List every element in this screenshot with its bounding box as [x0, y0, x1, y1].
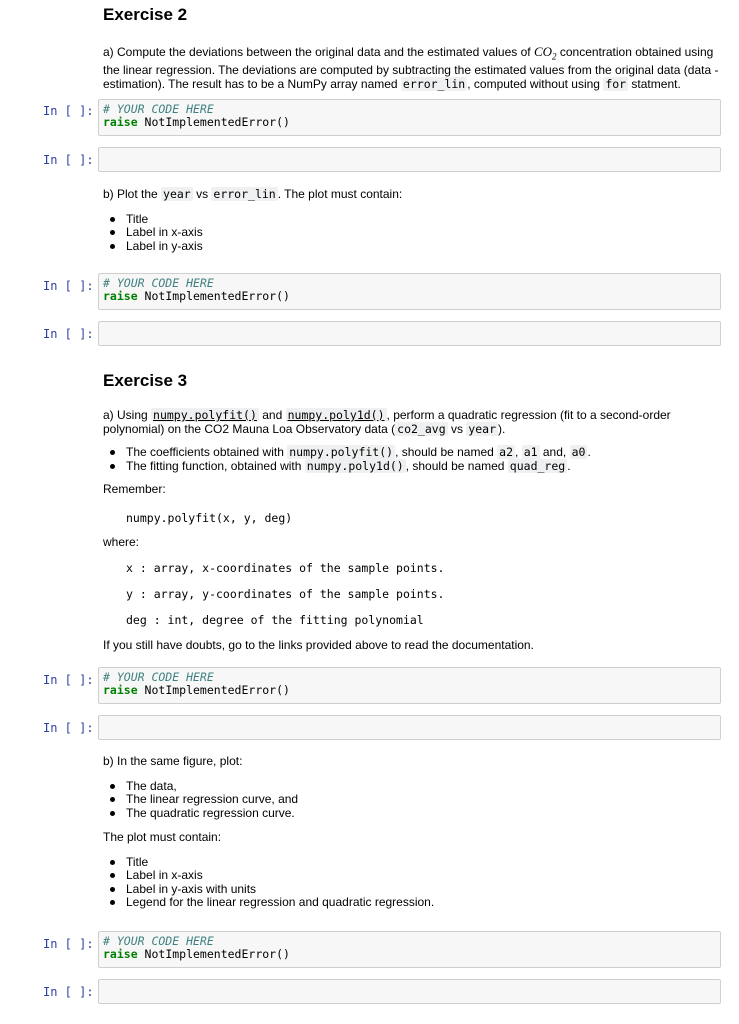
exercise-2b-text: b) Plot the year vs error_lin . The plot must contain: Title Label in x-axis Label in y-axis: [103, 188, 723, 253]
list-item: Label in x-axis: [103, 226, 723, 240]
param-x: x : array, x-coordinates of the sample points.: [126, 561, 445, 575]
code-cell[interactable]: # YOUR CODE HERE raise NotImplementedError(): [98, 931, 721, 968]
cell-prompt: In [ ]:: [43, 721, 94, 735]
cell-prompt: In [ ]:: [43, 153, 94, 167]
code-cell[interactable]: # YOUR CODE HERE raise NotImplementedError(): [98, 667, 721, 704]
empty-code-cell[interactable]: [98, 979, 721, 1004]
exercise-3b-text: b) In the same figure, plot: The data, The linear regression curve, and The quadratic regression curve. The plot must contain: Title Label in x-axis Label in y-axis with units Legend for the linear regression and quadratic regression.: [103, 755, 723, 910]
cell-prompt: In [ ]:: [43, 937, 94, 951]
cell-prompt: In [ ]:: [43, 985, 94, 999]
list-item: Label in x-axis: [103, 869, 723, 883]
list-item: Label in y-axis with units: [103, 883, 723, 897]
polyfit-signature: numpy.polyfit(x, y, deg): [126, 511, 293, 525]
cell-prompt: In [ ]:: [43, 104, 94, 118]
exercise-2-heading: Exercise 2: [103, 5, 188, 24]
empty-code-cell[interactable]: [98, 321, 721, 346]
list-item: Title: [103, 856, 723, 870]
exercise-2a-text: a) Compute the deviations between the original data and the estimated values of $CO_2$ concentration obtained using the linear regression. The deviations are computed by subtracting the estimated values from the original data (data - estimation). The result has to be a NumPy array named error_lin , computed without using for statment.: [103, 44, 719, 91]
doubts-text: If you still have doubts, go to the links provided above to read the documentation.: [103, 638, 534, 652]
exercise-3-heading: Exercise 3: [103, 371, 188, 390]
list-item: The fitting function, obtained with numpy.poly1d() , should be named quad_reg .: [103, 460, 723, 474]
exercise-3a-text: a) Using numpy.polyfit() and numpy.poly1d() , perform a quadratic regression (fit to a second-order polynomial) on the CO2 Mauna Loa Observatory data ( co2_avg vs year ). The coefficients obtained with numpy.polyfit() , should be named a2 , a1 and, a0 . The fitting function, obtained with numpy.poly1d() , should be named quad_reg . Remember:: [103, 409, 723, 497]
param-y: y : array, y-coordinates of the sample points.: [126, 587, 445, 601]
list-item: Label in y-axis: [103, 240, 723, 254]
cell-prompt: In [ ]:: [43, 279, 94, 293]
empty-code-cell[interactable]: [98, 147, 721, 172]
code-cell[interactable]: # YOUR CODE HERE raise NotImplementedError(): [98, 273, 721, 310]
cell-prompt: In [ ]:: [43, 327, 94, 341]
list-item: The linear regression curve, and: [103, 793, 723, 807]
list-item: Legend for the linear regression and quadratic regression.: [103, 896, 723, 910]
remember-label: Remember:: [103, 482, 166, 496]
list-item: The quadratic regression curve.: [103, 807, 723, 821]
list-item: The data,: [103, 780, 723, 794]
cell-prompt: In [ ]:: [43, 673, 94, 687]
where-label: where:: [103, 535, 140, 549]
param-deg: deg : int, degree of the fitting polynomial: [126, 613, 424, 627]
code-cell[interactable]: # YOUR CODE HERE raise NotImplementedError(): [98, 99, 721, 136]
list-item: Title: [103, 213, 723, 227]
empty-code-cell[interactable]: [98, 715, 721, 740]
list-item: The coefficients obtained with numpy.polyfit() , should be named a2 , a1 and, a0 .: [103, 446, 723, 460]
